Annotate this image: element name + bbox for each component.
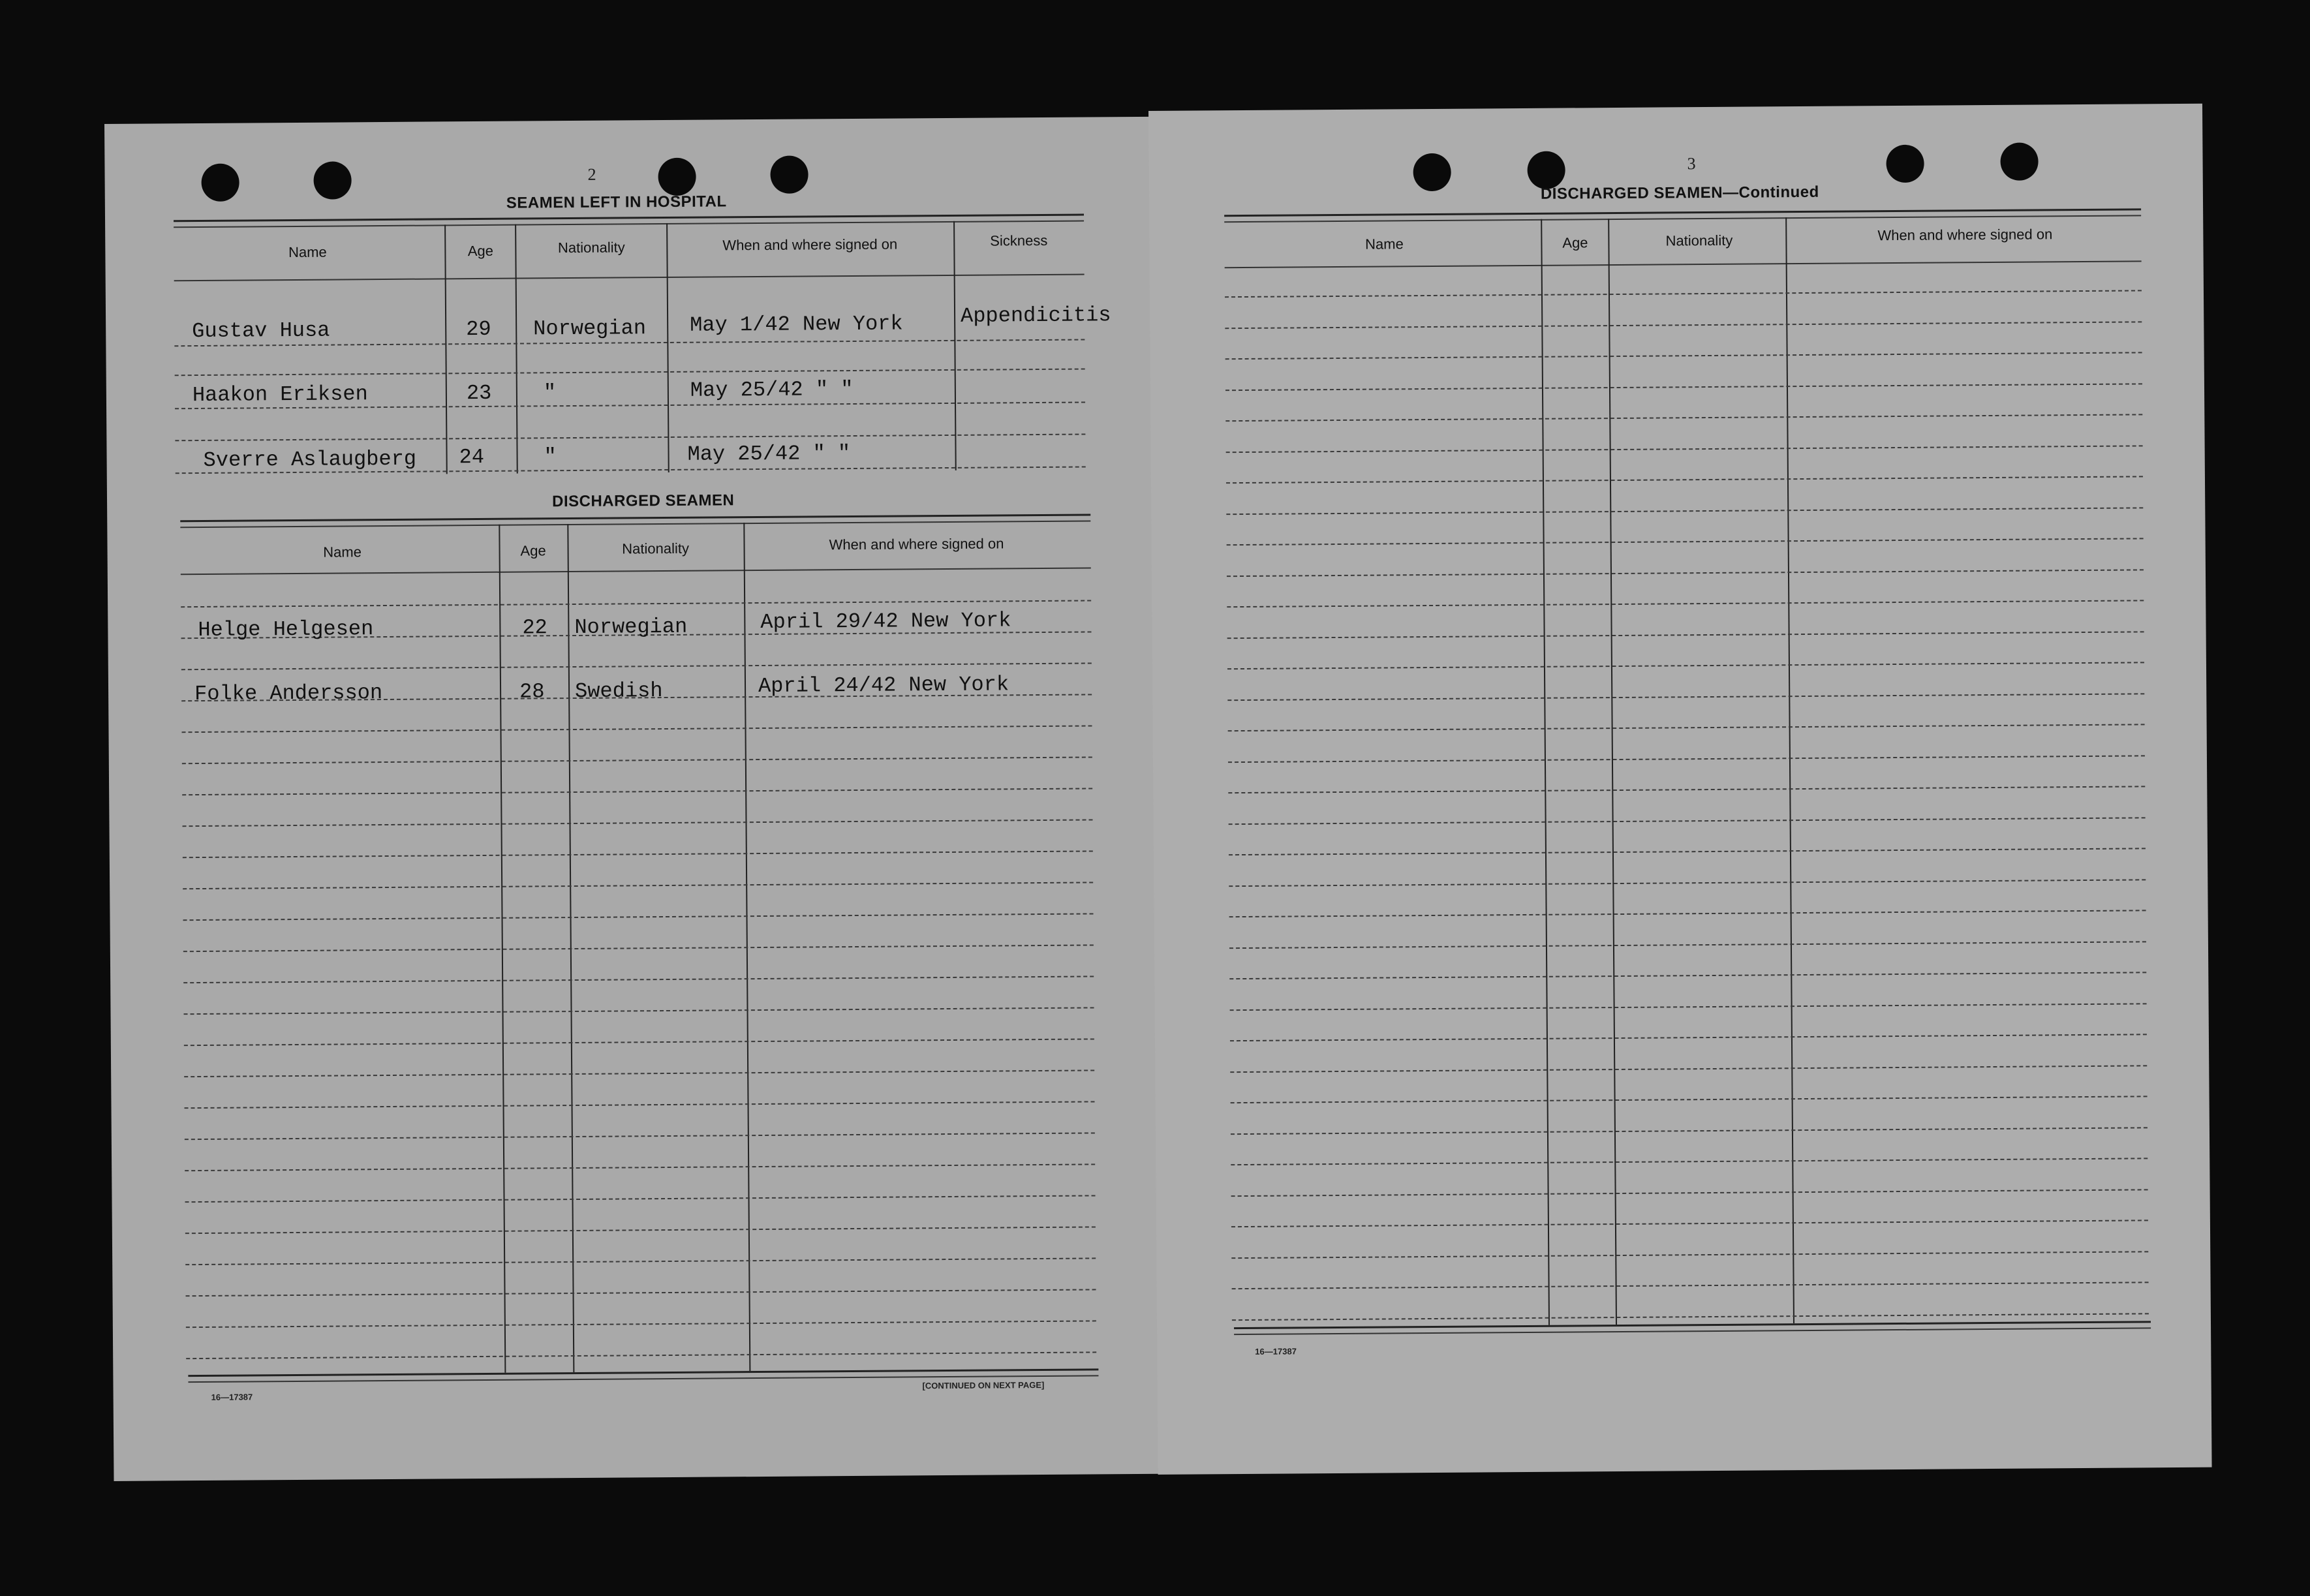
right-page	[1148, 104, 2212, 1475]
punch-hole	[1527, 151, 1565, 189]
row-line	[1226, 507, 2143, 515]
discharged-continued-title: DISCHARGED SEAMEN—Continued	[1540, 183, 1819, 203]
hospital-name: Haakon Eriksen	[192, 382, 368, 408]
row-line	[1227, 538, 2144, 545]
row-line	[1225, 414, 2142, 422]
row-line	[1227, 600, 2144, 607]
hospital-section-title: SEAMEN LEFT IN HOSPITAL	[506, 192, 727, 212]
row-line	[1229, 817, 2146, 825]
header-rule	[181, 567, 1091, 575]
column-header-nationality: Nationality	[557, 239, 625, 256]
discharged-section-title: DISCHARGED SEAMEN	[551, 491, 735, 511]
column-header-age: Age	[520, 542, 546, 559]
row-line	[1231, 1251, 2148, 1259]
column-header-signed-on: When and where signed on	[722, 236, 898, 254]
hospital-signed-on: May 1/42 New York	[690, 311, 903, 337]
row-line	[1227, 569, 2144, 577]
row-line	[183, 975, 1094, 983]
row-line	[183, 819, 1093, 827]
row-line	[1227, 631, 2144, 639]
row-line	[1232, 1313, 2149, 1321]
hospital-sickness: Appendicitis	[960, 303, 1111, 328]
row-line	[181, 662, 1092, 670]
column-header-name: Name	[323, 544, 362, 560]
column-divider	[1785, 217, 1794, 1323]
form-number: 16—17387	[1255, 1346, 1297, 1357]
row-line	[1225, 290, 2142, 298]
row-line	[183, 882, 1093, 889]
row-line	[1231, 1127, 2148, 1135]
row-line	[1232, 1281, 2149, 1289]
row-line	[184, 1069, 1094, 1077]
row-line	[1227, 693, 2144, 701]
row-line	[1229, 910, 2146, 917]
column-header-nationality: Nationality	[622, 540, 690, 557]
row-line	[1230, 1003, 2147, 1011]
row-line	[175, 369, 1085, 376]
discharged-signed-on: April 29/42 New York	[760, 608, 1011, 634]
ruled-rows	[1148, 104, 2202, 111]
continued-note: [CONTINUED ON NEXT PAGE]	[922, 1379, 1045, 1391]
column-header-age: Age	[467, 242, 494, 260]
row-line	[1228, 724, 2145, 731]
page-number: 3	[1687, 154, 1696, 174]
discharged-age: 28	[519, 679, 545, 704]
row-line	[183, 913, 1094, 921]
row-line	[1229, 972, 2146, 979]
row-line	[1230, 1034, 2147, 1041]
row-line	[183, 944, 1094, 952]
punch-hole	[2000, 142, 2038, 180]
column-header-nationality: Nationality	[1665, 232, 1733, 249]
row-line	[185, 1257, 1096, 1265]
column-divider	[666, 223, 670, 472]
column-header-age: Age	[1562, 234, 1588, 251]
column-header-signed-on: When and where signed on	[1877, 226, 2053, 244]
punch-hole	[313, 161, 351, 199]
page-number: 2	[587, 164, 596, 184]
discharged-name: Folke Andersson	[194, 681, 383, 707]
row-line	[1227, 662, 2144, 669]
header-rule	[174, 274, 1085, 282]
row-line	[1229, 879, 2146, 887]
column-header-sickness: Sickness	[990, 232, 1048, 249]
hospital-name: Gustav Husa	[192, 318, 330, 344]
row-line	[183, 850, 1093, 858]
row-line	[1225, 321, 2142, 329]
row-line	[185, 1195, 1096, 1203]
punch-hole	[1886, 145, 1924, 183]
row-line	[1231, 1189, 2148, 1197]
punch-hole	[658, 158, 696, 196]
column-divider	[515, 224, 518, 474]
header-rule	[1225, 260, 2142, 268]
column-header-signed-on: When and where signed on	[829, 535, 1004, 553]
column-header-name: Name	[1365, 236, 1404, 253]
column-divider	[1608, 219, 1617, 1325]
hospital-age: 29	[466, 316, 491, 342]
row-line	[1229, 941, 2146, 949]
row-line	[184, 1007, 1094, 1015]
hospital-signed-on: May 25/42 " "	[690, 376, 854, 403]
row-line	[182, 788, 1092, 795]
row-line	[1228, 786, 2145, 793]
punch-hole	[201, 164, 239, 202]
table-rule	[1234, 1327, 2151, 1335]
row-line	[1231, 1158, 2148, 1165]
row-line	[182, 725, 1092, 733]
row-line	[1226, 476, 2143, 483]
discharged-age: 22	[522, 615, 547, 640]
row-line	[182, 756, 1092, 764]
punch-hole	[1413, 153, 1451, 191]
row-line	[1229, 848, 2146, 855]
left-page	[104, 117, 1171, 1481]
table-rule	[174, 221, 1084, 228]
discharged-nationality: Swedish	[574, 679, 663, 703]
row-line	[186, 1289, 1096, 1297]
ruled-rows	[104, 117, 1162, 124]
hospital-age: 24	[459, 444, 485, 470]
row-line	[185, 1101, 1095, 1109]
column-divider	[444, 224, 448, 474]
row-line	[1225, 352, 2142, 360]
row-line	[181, 600, 1091, 607]
discharged-nationality: Norwegian	[574, 614, 688, 639]
row-line	[175, 434, 1085, 442]
hospital-nationality: "	[544, 444, 557, 469]
form-number: 16—17387	[211, 1392, 253, 1402]
hospital-age: 23	[466, 380, 492, 406]
column-divider	[953, 221, 957, 470]
discharged-name: Helge Helgesen	[198, 617, 374, 643]
row-line	[185, 1132, 1095, 1140]
hospital-nationality: Norwegian	[533, 316, 647, 341]
row-line	[1228, 755, 2145, 763]
row-line	[1226, 445, 2143, 453]
row-line	[184, 1038, 1094, 1046]
hospital-nationality: "	[543, 380, 557, 405]
row-line	[1231, 1096, 2148, 1103]
table-rule	[180, 520, 1090, 528]
row-line	[1231, 1220, 2148, 1227]
table-rule	[1224, 215, 2141, 223]
hospital-name: Sverre Aslaugberg	[203, 446, 417, 472]
row-line	[1225, 383, 2142, 391]
column-header-name: Name	[288, 243, 327, 261]
row-line	[185, 1163, 1095, 1171]
punch-hole	[770, 155, 808, 193]
discharged-signed-on: April 24/42 New York	[758, 672, 1009, 699]
row-line	[1230, 1065, 2147, 1073]
row-line	[186, 1320, 1096, 1328]
row-line	[186, 1351, 1096, 1359]
row-line	[185, 1226, 1096, 1234]
hospital-signed-on: May 25/42 " "	[687, 441, 851, 467]
column-divider	[1541, 219, 1550, 1325]
